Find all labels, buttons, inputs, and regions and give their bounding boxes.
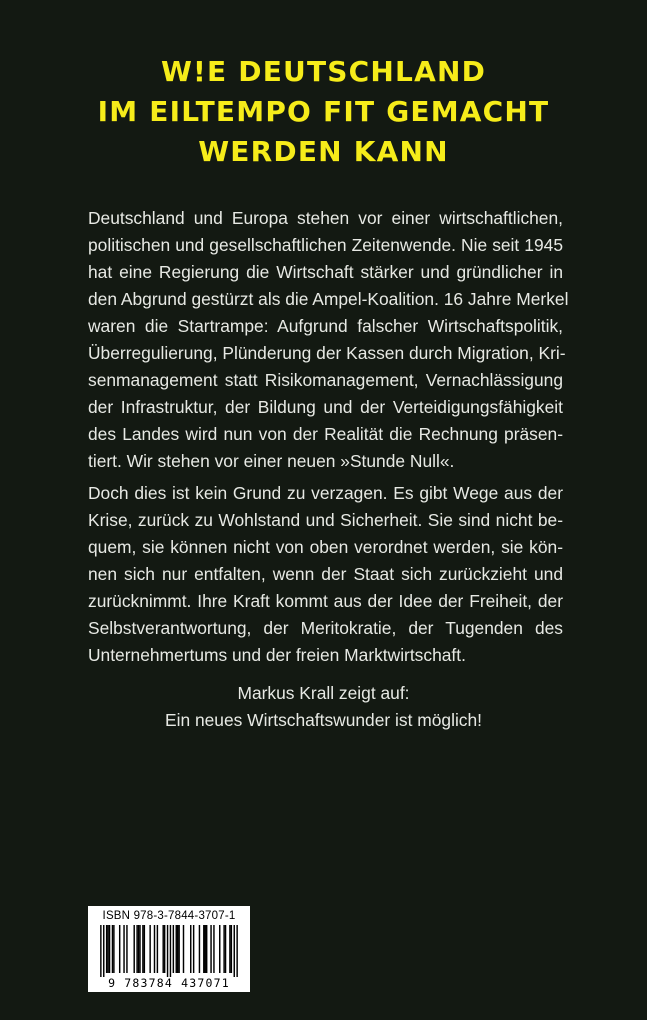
text-line: den Abgrund gestürzt als die Ampel-Koalition. 16 Jahre Merkel	[88, 289, 569, 309]
barcode-digits: 9 783784 437071	[108, 976, 230, 990]
headline-line: IM EILTEMPO FIT GEMACHT	[97, 95, 550, 128]
closing-line: Ein neues Wirtschaftswunder ist möglich!	[164, 710, 483, 730]
barcode-bar	[173, 925, 174, 973]
text-line: nen sich nur entfalten, wenn der Staat sich zurückzieht und	[88, 564, 563, 584]
closing-statement	[0, 680, 647, 734]
closing-line: Markus Krall zeigt auf:	[237, 683, 410, 703]
barcode-bar	[126, 925, 127, 973]
barcode-bar	[206, 925, 207, 973]
barcode-bar	[113, 925, 114, 973]
barcode-bar	[149, 925, 150, 973]
barcode-bar	[164, 925, 165, 973]
barcode-bar	[154, 925, 155, 973]
text-line: zurücknimmt. Ihre Kraft kommt aus der Idee der Freiheit, der	[88, 591, 563, 611]
barcode-bar	[210, 925, 211, 973]
text-line: politischen und gesellschaftlichen Zeitenwende. Nie seit 1945	[88, 235, 563, 255]
barcode-bar	[231, 925, 232, 973]
barcode-bar	[138, 925, 139, 973]
barcode-bar	[133, 925, 134, 973]
barcode-bar	[167, 925, 168, 977]
text-line: waren die Startrampe: Aufgrund falscher Wirtschaftspolitik,	[88, 316, 563, 336]
headline-line: WERDEN KANN	[198, 135, 449, 168]
text-line: Überregulierung, Plünderung der Kassen durch Migration, Kri-	[88, 343, 566, 363]
barcode-bar	[213, 925, 214, 973]
barcode-bar	[107, 925, 108, 973]
text-line: Krise, zurück zu Wohlstand und Sicherheit. Sie sind nicht be-	[88, 510, 563, 530]
barcode-bar	[229, 925, 230, 973]
barcode-bar	[142, 925, 143, 973]
barcode-bar	[162, 925, 163, 973]
barcode-bar	[193, 925, 194, 973]
headline	[0, 52, 647, 172]
text-line: der Infrastruktur, der Bildung und der Verteidigungsfähigkeit	[88, 397, 563, 417]
barcode-bar	[225, 925, 226, 973]
barcode-bar	[203, 925, 204, 973]
barcode-bar	[183, 925, 184, 973]
barcode-bar	[157, 925, 158, 973]
barcode-bar	[106, 925, 107, 973]
barcode-bar	[144, 925, 145, 973]
barcode-bar	[236, 925, 237, 977]
barcode-bar	[119, 925, 120, 973]
barcode-bar	[223, 925, 224, 973]
text-line: Deutschland und Europa stehen vor einer wirtschaftlichen,	[88, 208, 563, 228]
barcode-bar	[199, 925, 200, 973]
barcode-bar	[109, 925, 110, 973]
barcode-bar	[205, 925, 206, 973]
text-line: des Landes wird nun von der Realität die Rechnung präsen-	[88, 424, 563, 444]
text-line: hat eine Regierung die Wirtschaft stärker und gründlicher in	[88, 262, 563, 282]
barcode-bar	[136, 925, 137, 973]
barcode-bar	[170, 925, 171, 977]
barcode-bar	[234, 925, 235, 977]
barcode-bar	[103, 925, 104, 977]
barcode-bar	[176, 925, 177, 973]
isbn-barcode	[88, 906, 250, 992]
text-line: tiert. Wir stehen vor einer neuen »Stunde Null«.	[88, 451, 455, 471]
barcode-bar	[100, 925, 101, 977]
barcode-bar	[219, 925, 220, 973]
barcode-bar	[178, 925, 179, 973]
text-line: Selbstverantwortung, der Meritokratie, der Tugenden des	[88, 618, 563, 638]
barcode-bar	[112, 925, 113, 973]
barcode-bar	[123, 925, 124, 973]
barcode-bar	[177, 925, 178, 973]
barcode-bar	[190, 925, 191, 973]
text-line: Unternehmertums und der freien Marktwirtschaft.	[88, 645, 466, 665]
text-line: Doch dies ist kein Grund zu verzagen. Es gibt Wege aus der	[88, 483, 563, 503]
barcode-bar	[139, 925, 140, 973]
headline-line: W!E DEUTSCHLAND	[160, 55, 487, 88]
isbn-label: ISBN 978-3-7844-3707-1	[102, 910, 236, 922]
barcode-bars	[94, 925, 244, 977]
blurb-paragraph-2	[88, 480, 563, 669]
text-line: quem, sie können nicht von oben verordnet werden, sie kön-	[88, 537, 563, 557]
text-line: senmanagement statt Risikomanagement, Vernachlässigung	[88, 370, 563, 390]
blurb-paragraph-1	[88, 205, 569, 475]
